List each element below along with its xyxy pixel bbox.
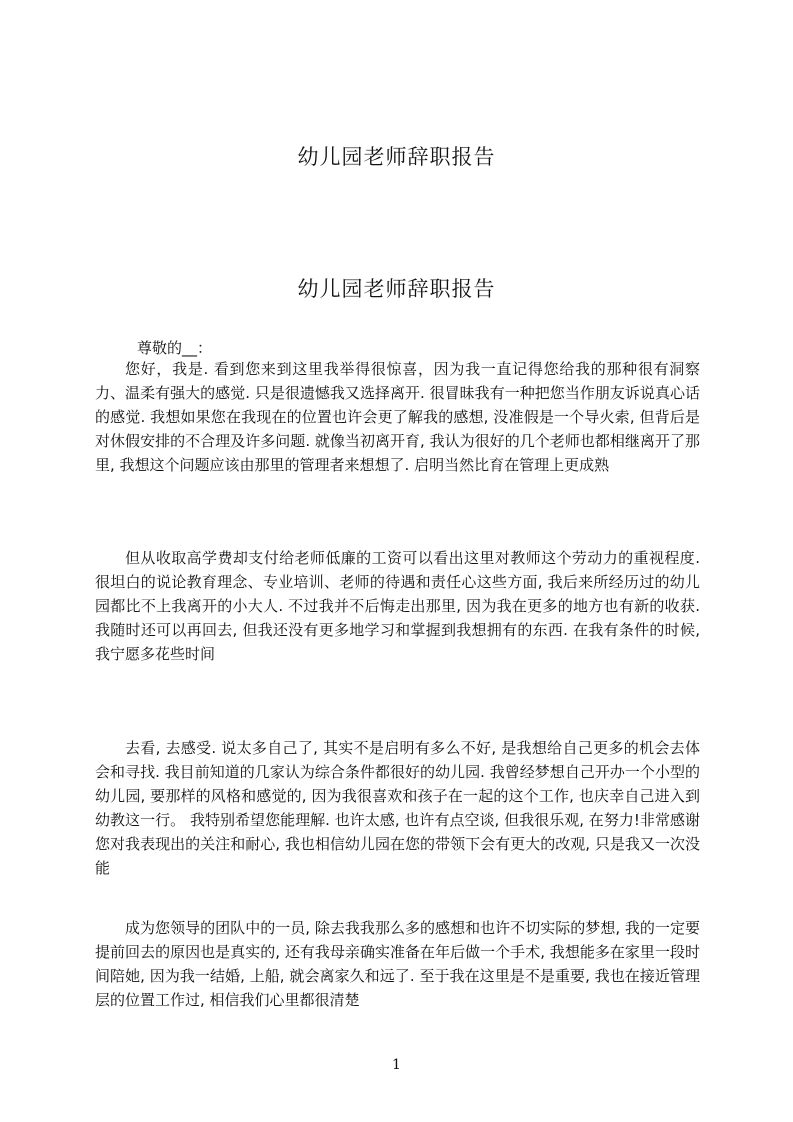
- body-paragraph-2: 但从收取高学费却支付给老师低廉的工资可以看出这里对教师这个劳动力的重视程度. 很坦白的说论教育理念、专业培训、老师的待遇和责任心这些方面, 我后来所经历过的幼儿园都比不上我离开的小大人. 不过我并不后悔走出那里, 因为我在更多的地方也有新的收获. 我随时还可以再回去, 但我还没有更多地学习和掌握到我想拥有的东西. 在我有条件的时候, 我宁愿多花些时间: [95, 549, 700, 663]
- body-paragraph-3: 去看, 去感受. 说太多自己了, 其实不是启明有多么不好, 是我想给自己更多的机会去体会和寻找. 我目前知道的几家认为综合条件都很好的幼儿园. 我曾经梦想自己开办一个小型的幼儿园, 要那样的风格和感觉的, 因为我很喜欢和孩子在一起的这个工作, 也庆幸自己进入到幼教这一行。 我特别希望您能理解. 也许太感, 也许有点空谈, 但我很乐观, 在努力!非常感谢您对我表现出的关注和耐心, 我也相信幼儿园在您的带领下会有更大的改观, 只是我又一次没能: [95, 739, 700, 877]
- header-title: 幼儿园老师辞职报告: [297, 145, 496, 169]
- body-paragraph-4: 成为您领导的团队中的一员, 除去我我那么多的感想和也许不切实际的梦想, 我的一定要提前回去的原因也是真实的, 还有我母亲确实准备在年后做一个手术, 我想能多在家里一段时间陪她, 因为我一结婚, 上船, 就会离家久和远了. 至于我在这里是不是重要, 我也在接近管理层的位置工作过, 相信我们心里都很清楚: [95, 919, 700, 1009]
- body-paragraph-1: 您好，我是. 看到您来到这里我举得很惊喜，因为我一直记得您给我的那种很有洞察力、温柔有强大的感觉. 只是很遗憾我又选择离开. 很冒昧我有一种把您当作朋友诉说真心话的感觉. 我想如果您在我现在的位置也许会更了解我的感想, 没准假是一个导火索, 但背后是对休假安排的不合理及许多问题. 就像当初离开育, 我认为很好的几个老师也都相继离开了那里, 我想这个问题应该由那里的管理者来想想了. 启明当然比育在管理上更成熟: [95, 360, 700, 474]
- page-number: 1: [392, 1057, 401, 1073]
- salutation: 尊敬的__：: [137, 339, 213, 357]
- page-title: 幼儿园老师辞职报告: [297, 277, 496, 301]
